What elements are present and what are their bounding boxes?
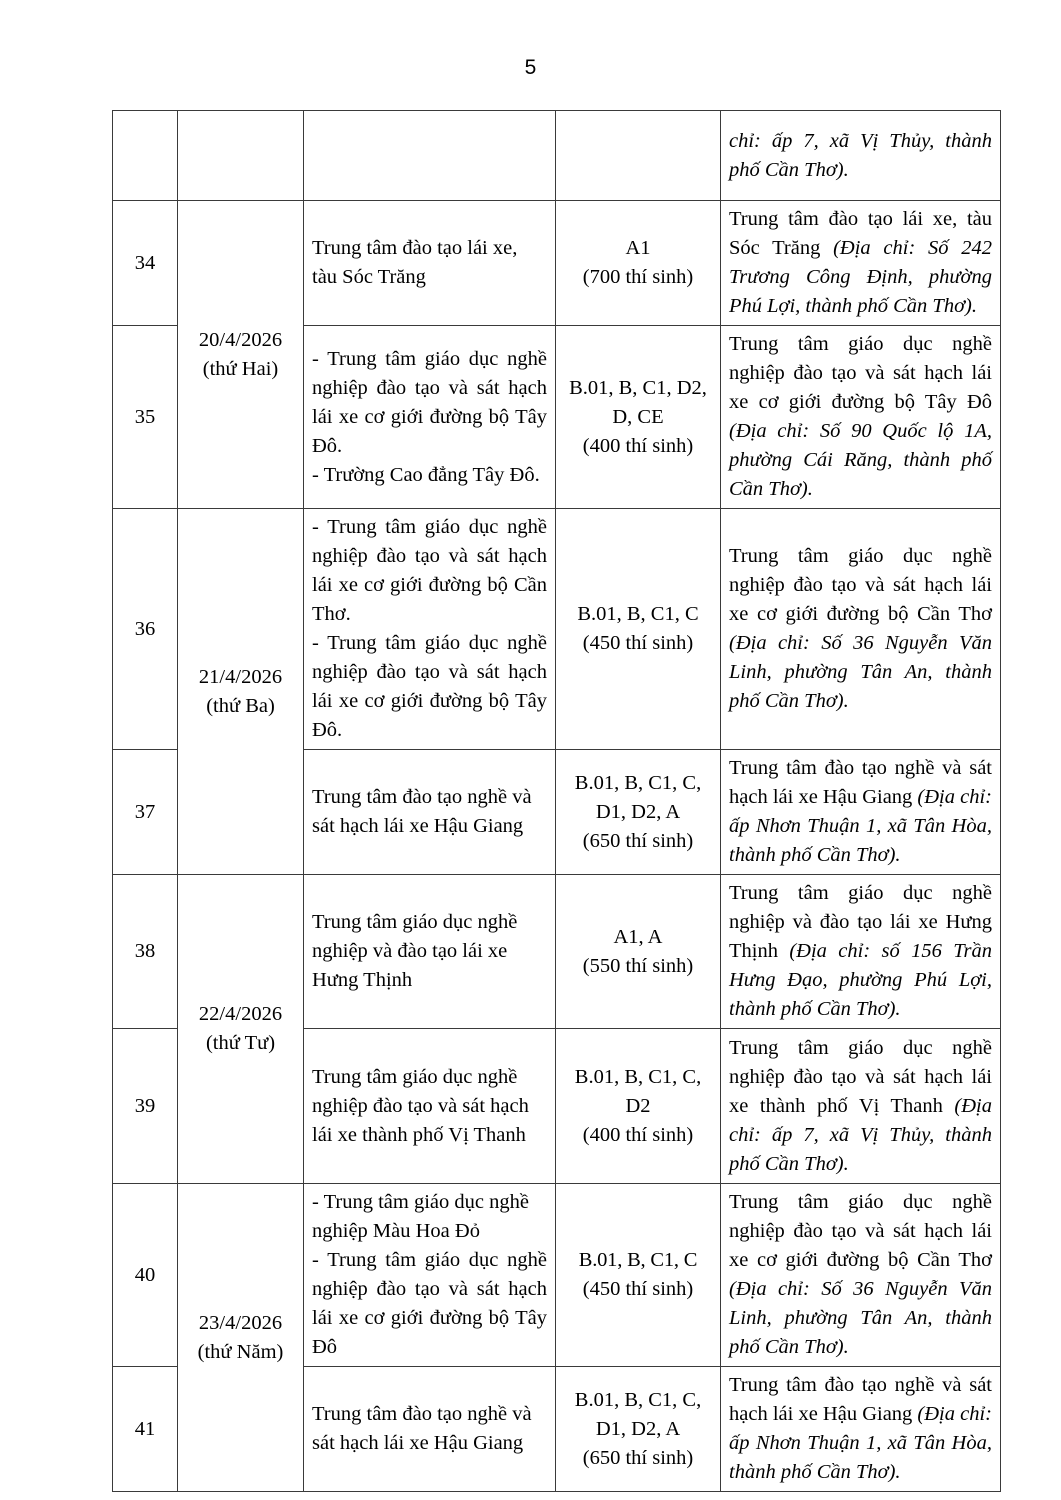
site-name: Trung tâm đào tạo nghề và sát hạch lái xe Hậu Giang: [729, 1374, 992, 1425]
site-address: (Địa chỉ: Số 36 Nguyễn Văn Linh, phường Tân An, thành phố Cần Thơ).: [729, 1278, 992, 1358]
category-value: B.01, B, C1, C, D2: [574, 1065, 702, 1117]
site-address: (Địa chỉ: ấp Nhơn Thuận 1, xã Tân Hòa, thành phố Cần Thơ).: [729, 1403, 992, 1483]
category-value: B.01, B, C1, C, D1, D2, A: [574, 771, 702, 823]
unit-line: Trung tâm đào tạo nghề và sát hạch lái xe Hậu Giang: [312, 1403, 532, 1454]
category-value: B.01, B, C1, C: [577, 603, 699, 625]
cell-unit: [304, 1184, 556, 1367]
cell-category: [556, 750, 721, 875]
cell-stt: 37: [113, 750, 178, 875]
category-value: B.01, B, C1, C: [578, 1249, 698, 1271]
unit-line: - Trung tâm giáo dục nghề nghiệp đào tạo và sát hạch lái xe cơ giới đường bộ Tây Đô.: [312, 347, 547, 457]
candidate-count: (700 thí sinh): [582, 266, 694, 288]
site-name: Trung tâm giáo dục nghề nghiệp đào tạo và sát hạch lái xe cơ giới đường bộ Tây Đô: [729, 333, 992, 413]
unit-line: - Trung tâm giáo dục nghề nghiệp đào tạo và sát hạch lái xe cơ giới đường bộ Tây Đô: [312, 1249, 547, 1358]
unit-line: Trung tâm đào tạo nghề và sát hạch lái xe Hậu Giang: [312, 786, 532, 837]
date-weekday: (thứ Tư): [205, 1032, 276, 1054]
cell-stt: 39: [113, 1029, 178, 1184]
site-name: Trung tâm đào tạo nghề và sát hạch lái xe Hậu Giang: [729, 757, 992, 808]
site-name: Trung tâm giáo dục nghề nghiệp đào tạo và sát hạch lái xe cơ giới đường bộ Cần Thơ: [729, 545, 992, 625]
site-address: (Địa chỉ: Số 242 Trương Công Định, phường Phú Lợi, thành phố Cần Thơ).: [729, 237, 993, 317]
site-name: Trung tâm giáo dục nghề nghiệp đào tạo và sát hạch lái xe thành phố Vị Thanh: [729, 1036, 992, 1117]
cell-stt: 40: [113, 1184, 178, 1367]
cell-site: [721, 875, 1001, 1029]
unit-line: - Trung tâm giáo dục nghề nghiệp đào tạo và sát hạch lái xe cơ giới đường bộ Tây Đô.: [312, 632, 547, 741]
cell-category: [556, 201, 721, 326]
cell-unit: [304, 111, 556, 201]
cell-site: [721, 1029, 1001, 1184]
cell-unit: [304, 509, 556, 750]
category-value: B.01, B, C1, D2, D, CE: [569, 376, 707, 428]
candidate-count: (400 thí sinh): [582, 434, 694, 457]
candidate-count: (450 thí sinh): [582, 1278, 694, 1300]
candidate-count: (650 thí sinh): [582, 829, 694, 852]
cell-date: [178, 201, 304, 509]
cell-unit: [304, 1367, 556, 1492]
unit-line: Trung tâm giáo dục nghề nghiệp và đào tạo lái xe Hưng Thịnh: [312, 911, 518, 991]
date-value: 23/4/2026: [198, 1311, 283, 1334]
cell-site: [721, 1367, 1001, 1492]
unit-line: - Trường Cao đẳng Tây Đô.: [312, 463, 540, 486]
table-row: [113, 111, 1001, 201]
candidate-count: (400 thí sinh): [582, 1123, 694, 1146]
category-value: A1: [625, 237, 651, 259]
cell-site: [721, 111, 1001, 201]
cell-unit: [304, 326, 556, 509]
cell-stt: 41: [113, 1367, 178, 1492]
cell-unit: [304, 201, 556, 326]
candidate-count: (650 thí sinh): [582, 1446, 694, 1469]
exam-schedule-table: [112, 110, 1001, 1492]
date-value: 21/4/2026: [198, 665, 283, 688]
unit-line: Trung tâm đào tạo lái xe, tàu Sóc Trăng: [312, 237, 518, 288]
cell-date: [178, 111, 304, 201]
cell-site: [721, 201, 1001, 326]
site-address: (Địa chỉ: số 156 Trần Hưng Đạo, phường Phú Lợi, thành phố Cần Thơ).: [729, 940, 992, 1020]
cell-date: [178, 875, 304, 1184]
site-address: (Địa chỉ: Số 90 Quốc lộ 1A, phường Cái Răng, thành phố Cần Thơ).: [729, 420, 992, 500]
date-value: 22/4/2026: [198, 1003, 283, 1025]
category-value: A1, A: [613, 925, 663, 948]
cell-stt: 38: [113, 875, 178, 1029]
cell-site: [721, 326, 1001, 509]
candidate-count: (550 thí sinh): [582, 954, 694, 977]
cell-category: [556, 509, 721, 750]
cell-site: [721, 750, 1001, 875]
cell-category: [556, 326, 721, 509]
cell-date: [178, 509, 304, 875]
cell-category: [556, 1184, 721, 1367]
cell-site: [721, 509, 1001, 750]
cell-category: [556, 111, 721, 201]
unit-line: - Trung tâm giáo dục nghề nghiệp Màu Hoa Đỏ: [312, 1191, 529, 1242]
site-name: Trung tâm giáo dục nghề nghiệp và đào tạo lái xe Hưng Thịnh: [729, 882, 992, 962]
cell-unit: [304, 750, 556, 875]
site-name: Trung tâm giáo dục nghề nghiệp đào tạo và sát hạch lái xe cơ giới đường bộ Cần Thơ: [729, 1191, 992, 1271]
cell-category: [556, 1367, 721, 1492]
site-name: Trung tâm đào tạo lái xe, tàu Sóc Trăng: [729, 208, 992, 259]
table-row: [113, 875, 1001, 1029]
cell-category: [556, 875, 721, 1029]
cell-unit: [304, 1029, 556, 1184]
date-value: 20/4/2026: [198, 328, 283, 351]
site-address: (Địa chỉ: ấp Nhơn Thuận 1, xã Tân Hòa, thành phố Cần Thơ).: [729, 786, 992, 866]
cell-stt: 36: [113, 509, 178, 750]
table-row: [113, 509, 1001, 750]
site-address: (Địa chỉ: ấp 7, xã Vị Thủy, thành phố Cần Thơ).: [729, 1094, 992, 1175]
site-address: (Địa chỉ: Số 36 Nguyễn Văn Linh, phường Tân An, thành phố Cần Thơ).: [729, 632, 992, 712]
table-row: [113, 201, 1001, 326]
page-number: 5: [524, 56, 537, 79]
cell-stt: 34: [113, 201, 178, 326]
unit-line: - Trung tâm giáo dục nghề nghiệp đào tạo và sát hạch lái xe cơ giới đường bộ Cần Thơ.: [312, 516, 547, 625]
candidate-count: (450 thí sinh): [582, 632, 694, 654]
site-address: chỉ: ấp 7, xã Vị Thủy, thành phố Cần Thơ).: [729, 129, 992, 181]
table-row: [113, 1184, 1001, 1367]
unit-line: Trung tâm giáo dục nghề nghiệp đào tạo và sát hạch lái xe thành phố Vị Thanh: [312, 1065, 529, 1146]
cell-stt: [113, 111, 178, 201]
date-weekday: (thứ Ba): [206, 694, 275, 717]
cell-stt: 35: [113, 326, 178, 509]
cell-unit: [304, 875, 556, 1029]
date-weekday: (thứ Năm): [197, 1340, 284, 1363]
cell-site: [721, 1184, 1001, 1367]
cell-category: [556, 1029, 721, 1184]
date-weekday: (thứ Hai): [202, 357, 279, 380]
category-value: B.01, B, C1, C, D1, D2, A: [574, 1388, 702, 1440]
cell-date: [178, 1184, 304, 1492]
